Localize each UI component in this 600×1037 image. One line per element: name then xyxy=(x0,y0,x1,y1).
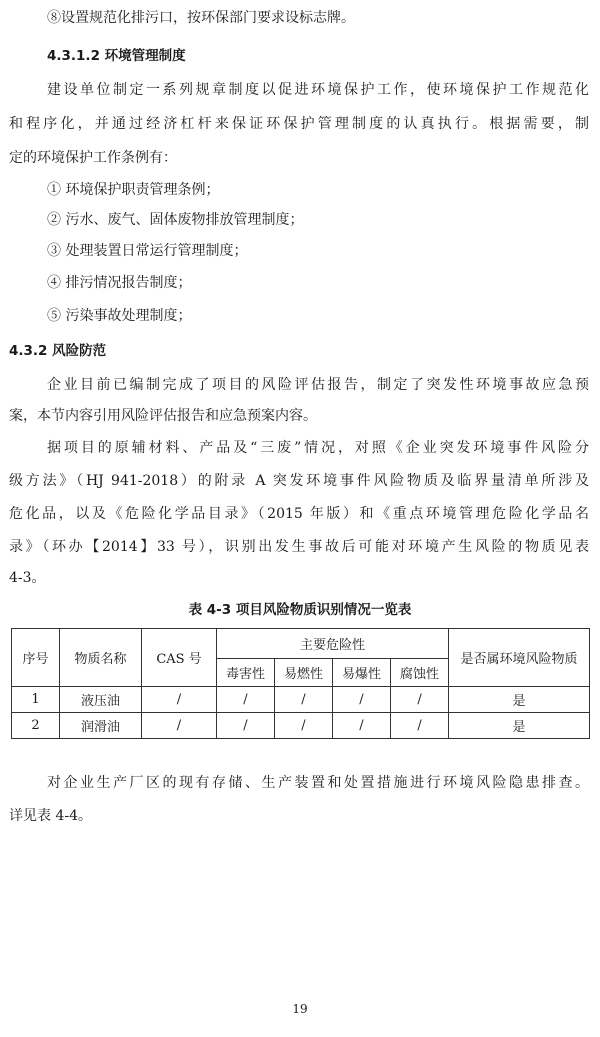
header-name: 物质名称 xyxy=(60,629,142,687)
page-number: 19 xyxy=(292,1002,308,1016)
table-header-row xyxy=(12,629,590,659)
item-8-line: ⑧设置规范化排污口，按环保部门要求设标志牌。 xyxy=(47,10,355,26)
header-is-risk: 是否属环境风险物质 xyxy=(449,629,590,687)
list-item: ④ 排污情况报告制度； xyxy=(47,275,192,291)
section-heading-432: 4.3.2 风险防范 xyxy=(9,343,107,359)
paragraph-line: 对企业生产厂区的现有存储、生产装置和处置措施进行环境风险隐患排查。 xyxy=(47,775,589,791)
paragraph-line: 案，本节内容引用风险评估报告和应急预案内容。 xyxy=(9,408,317,424)
header-cas: CAS 号 xyxy=(142,629,217,687)
paragraph-line: 据项目的原辅材料、产品及“三废”情况，对照《企业突发环境事件风险分 xyxy=(47,440,589,456)
paragraph-line: 定的环境保护工作条例有： xyxy=(9,150,177,166)
list-item: ③ 处理装置日常运行管理制度； xyxy=(47,243,248,259)
cell-toxicity: / xyxy=(217,687,275,713)
paragraph-line: 4-3。 xyxy=(9,570,46,586)
section-heading-4312: 4.3.1.2 环境管理制度 xyxy=(47,48,186,64)
cell-is-risk: 是 xyxy=(449,713,590,739)
header-toxicity: 毒害性 xyxy=(217,659,275,687)
paragraph-line: 详见表 4-4。 xyxy=(9,808,92,824)
list-item: ⑤ 污染事故处理制度； xyxy=(47,308,192,324)
cell-name: 润滑油 xyxy=(60,713,142,739)
risk-substance-table xyxy=(11,628,590,739)
header-explosivity: 易爆性 xyxy=(333,659,391,687)
paragraph-line: 危化品，以及《危险化学品目录》（2015 年版）和《重点环境管理危险化学品名 xyxy=(9,506,589,522)
cell-flammability: / xyxy=(275,713,333,739)
header-flammability: 易燃性 xyxy=(275,659,333,687)
paragraph-line: 企业目前已编制完成了项目的风险评估报告，制定了突发性环境事故应急预 xyxy=(47,377,589,393)
table-caption: 表 4-3 项目风险物质识别情况一览表 xyxy=(188,602,412,618)
cell-seq: 2 xyxy=(12,713,60,739)
list-item: ② 污水、废气、固体废物排放管理制度； xyxy=(47,212,304,228)
cell-seq: 1 xyxy=(12,687,60,713)
cell-cas: / xyxy=(142,713,217,739)
paragraph-line: 录》（环办【2014】33 号），识别出发生事故后可能对环境产生风险的物质见表 xyxy=(9,539,589,555)
paragraph-line: 级方法》（HJ 941-2018）的附录 A 突发环境事件风险物质及临界量清单所涉及 xyxy=(9,473,589,489)
cell-corrosivity: / xyxy=(391,687,449,713)
cell-explosivity: / xyxy=(333,713,391,739)
header-hazard-group: 主要危险性 xyxy=(217,629,449,659)
cell-flammability: / xyxy=(275,687,333,713)
cell-name: 液压油 xyxy=(60,687,142,713)
paragraph-line: 建设单位制定一系列规章制度以促进环境保护工作，使环境保护工作规范化 xyxy=(47,82,589,98)
cell-is-risk: 是 xyxy=(449,687,590,713)
list-item: ① 环境保护职责管理条例； xyxy=(47,182,220,198)
header-corrosivity: 腐蚀性 xyxy=(391,659,449,687)
cell-explosivity: / xyxy=(333,687,391,713)
cell-cas: / xyxy=(142,687,217,713)
table-row xyxy=(12,713,590,739)
paragraph-line: 和程序化，并通过经济杠杆来保证环保护管理制度的认真执行。根据需要，制 xyxy=(9,116,589,132)
cell-corrosivity: / xyxy=(391,713,449,739)
table-row xyxy=(12,687,590,713)
header-seq: 序号 xyxy=(12,629,60,687)
cell-toxicity: / xyxy=(217,713,275,739)
